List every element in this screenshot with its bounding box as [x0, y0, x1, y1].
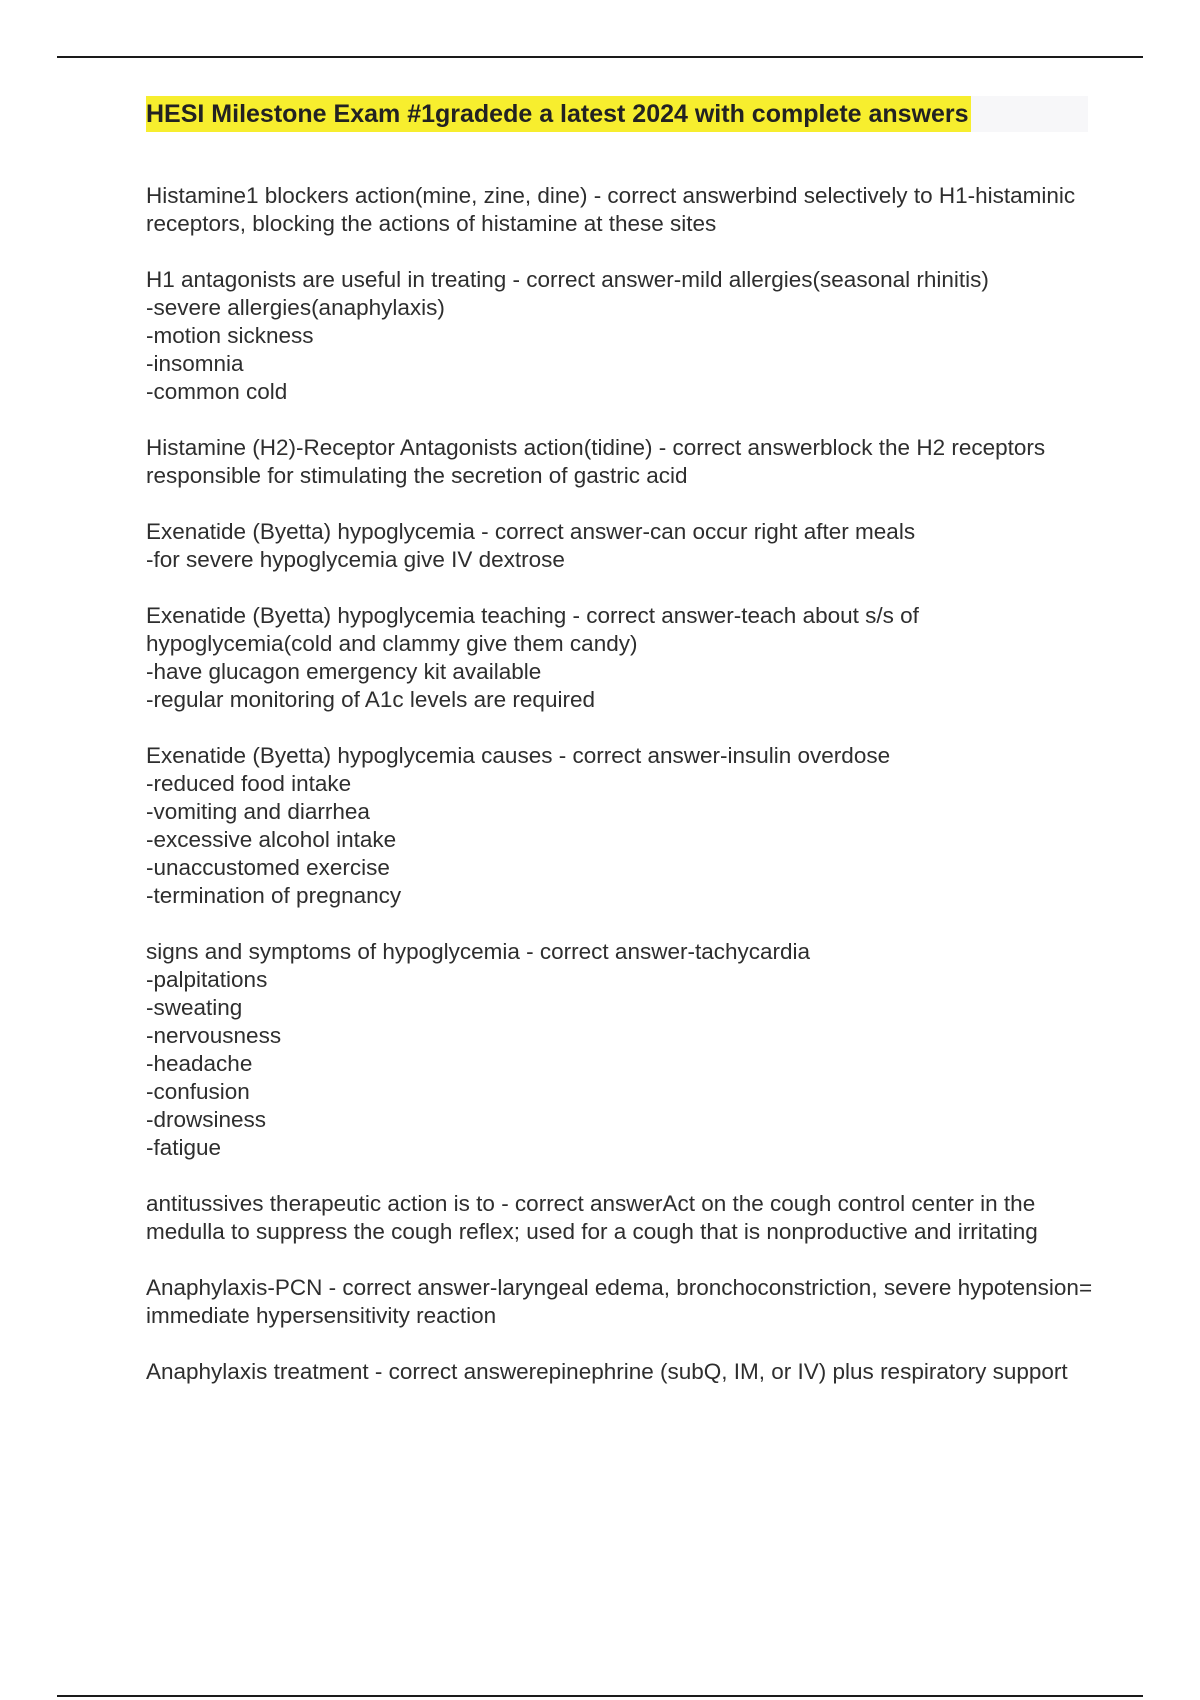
answer-item: -for severe hypoglycemia give IV dextrose	[146, 547, 565, 572]
document-body	[146, 96, 1096, 1414]
qa-entry	[146, 1274, 1096, 1330]
qa-entry	[146, 182, 1096, 238]
answer-item: -insomnia	[146, 351, 244, 376]
answer-item: -motion sickness	[146, 323, 314, 348]
answer-item: -palpitations	[146, 967, 268, 992]
answer-item: -confusion	[146, 1079, 250, 1104]
qa-text: H1 antagonists are useful in treating - correct answer-mild allergies(seasonal rhinitis)	[146, 267, 989, 292]
qa-text: Exenatide (Byetta) hypoglycemia causes - correct answer-insulin overdose	[146, 743, 891, 768]
qa-text: Exenatide (Byetta) hypoglycemia teaching - correct answer-teach about s/s of hypoglycemia(cold and clammy give them candy)	[146, 603, 919, 656]
answer-item: -nervousness	[146, 1023, 282, 1048]
answer-item: -termination of pregnancy	[146, 883, 402, 908]
qa-entry	[146, 742, 1096, 910]
answer-list	[146, 658, 1096, 714]
qa-entry	[146, 1358, 1096, 1386]
qa-text: Exenatide (Byetta) hypoglycemia - correct answer-can occur right after meals	[146, 519, 916, 544]
title-band	[146, 96, 1088, 132]
qa-text: Histamine (H2)-Receptor Antagonists action(tidine) - correct answerblock the H2 receptors responsible for stimulating the secretion of gastric acid	[146, 435, 1046, 488]
answer-item: -headache	[146, 1051, 253, 1076]
qa-text: Histamine1 blockers action(mine, zine, dine) - correct answerbind selectively to H1-histaminic receptors, blocking the actions of histamine at these sites	[146, 183, 1076, 236]
top-rule	[57, 56, 1143, 58]
qa-entry	[146, 266, 1096, 406]
answer-item: -severe allergies(anaphylaxis)	[146, 295, 445, 320]
qa-text: Anaphylaxis-PCN - correct answer-laryngeal edema, bronchoconstriction, severe hypotension= immediate hypersensitivity reaction	[146, 1275, 1093, 1328]
qa-text: antitussives therapeutic action is to - correct answerAct on the cough control center in the medulla to suppress the cough reflex; used for a cough that is nonproductive and irritating	[146, 1191, 1038, 1244]
answer-item: -unaccustomed exercise	[146, 855, 390, 880]
qa-entry	[146, 938, 1096, 1162]
answer-item: -fatigue	[146, 1135, 222, 1160]
qa-entry	[146, 518, 1096, 574]
answer-item: -common cold	[146, 379, 288, 404]
qa-entry	[146, 602, 1096, 714]
answer-list	[146, 546, 1096, 574]
answer-item: -drowsiness	[146, 1107, 267, 1132]
answer-item: -vomiting and diarrhea	[146, 799, 370, 824]
answer-list	[146, 966, 1096, 1162]
answer-item: -regular monitoring of A1c levels are required	[146, 687, 595, 712]
qa-entry	[146, 1190, 1096, 1246]
answer-list	[146, 294, 1096, 406]
answer-item: -excessive alcohol intake	[146, 827, 397, 852]
qa-entry	[146, 434, 1096, 490]
answer-item: -have glucagon emergency kit available	[146, 659, 542, 684]
answer-item: -reduced food intake	[146, 771, 352, 796]
answer-item: -sweating	[146, 995, 243, 1020]
qa-text: signs and symptoms of hypoglycemia - correct answer-tachycardia	[146, 939, 811, 964]
answer-list	[146, 770, 1096, 910]
document-title: HESI Milestone Exam #1gradede a latest 2024 with complete answers	[146, 96, 971, 132]
bottom-rule	[57, 1695, 1143, 1697]
qa-text: Anaphylaxis treatment - correct answerepinephrine (subQ, IM, or IV) plus respiratory support	[146, 1359, 1068, 1384]
